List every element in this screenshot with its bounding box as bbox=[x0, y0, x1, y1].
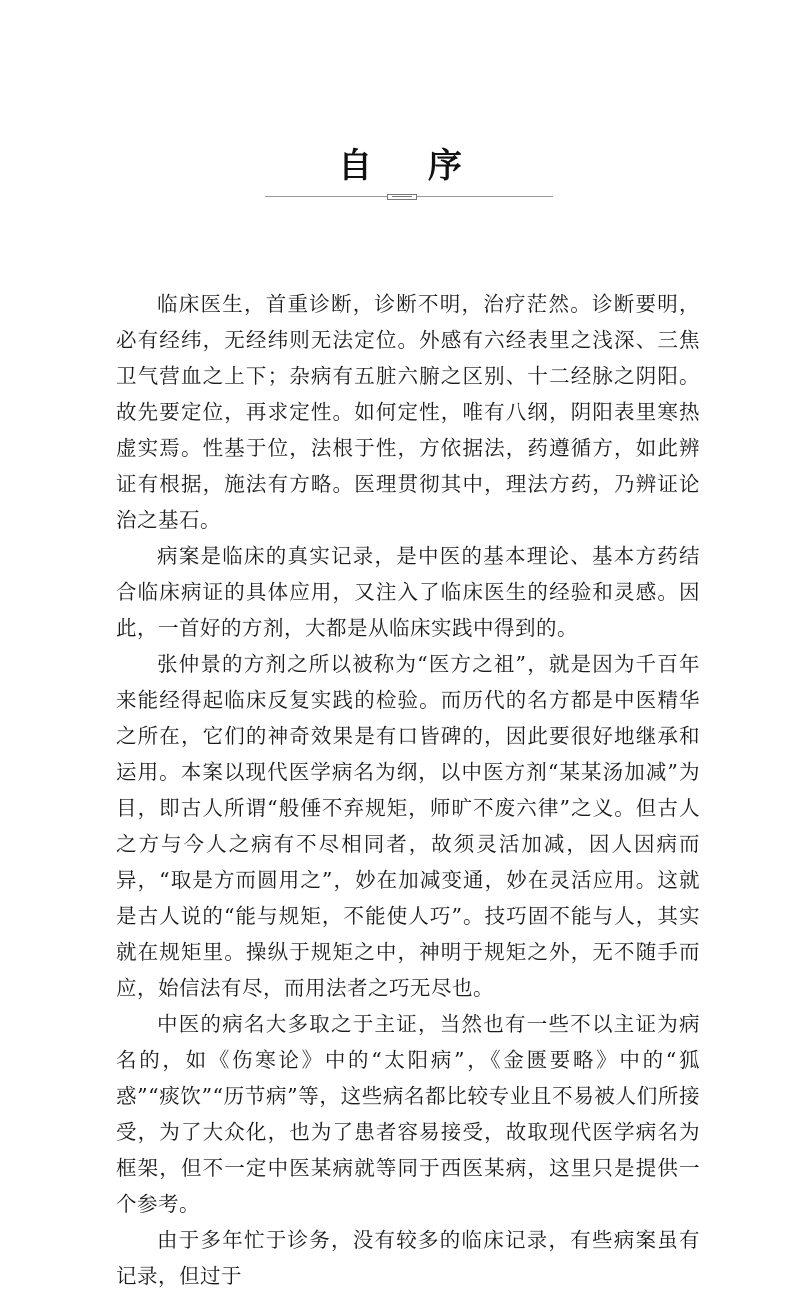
title-divider-ornament-line bbox=[392, 196, 412, 197]
paragraph: 由于多年忙于诊务，没有较多的临床记录，有些病案虽有记录，但过于 bbox=[116, 1228, 700, 1288]
paragraph: 张仲景的方剂之所以被称为“医方之祖”，就是因为千百年来能经得起临床反复实践的检验。而历代的名方都是中医精华之所在，它们的神奇效果是有口皆碑的，因此要很好地继承和运用。本案以现代医学病名为纲，以中医方剂“某某汤加减”为目，即古人所谓“般倕不弃规矩，师旷不废六律”之义。但古人之方与今人之病有不尽相同者，故须灵活加减，因人因病而异，“取是方而圆用之”，妙在加减变通，妙在灵活应用。这就是古人说的“能与规矩，不能使人巧”。技巧固不能与人，其实就在规矩里。操纵于规矩之中，神明于规矩之外，无不随手而应，始信法有尽，而用法者之巧无尽也。 bbox=[116, 652, 700, 1000]
paragraph: 临床医生，首重诊断，诊断不明，治疗茫然。诊断要明，必有经纬，无经纬则无法定位。外感有六经表里之浅深、三焦卫气营血之上下；杂病有五脏六腑之区别、十二经脉之阴阳。故先要定位，再求定性。如何定性，唯有八纲，阴阳表里寒热虚实焉。性基于位，法根于性，方依据法，药遵循方，如此辨证有根据，施法有方略。医理贯彻其中，理法方药，乃辨证论治之基石。 bbox=[116, 292, 700, 532]
paragraph: 中医的病名大多取之于主证，当然也有一些不以主证为病名的，如《伤寒论》中的“太阳病”，《金匮要略》中的“狐惑”“痰饮”“历节病”等，这些病名都比较专业且不易被人们所接受，为了大众化，也为了患者容易接受，故取现代医学病名为框架，但不一定中医某病就等同于西医某病，这里只是提供一个参考。 bbox=[116, 1012, 700, 1216]
paragraph: 病案是临床的真实记录，是中医的基本理论、基本方药结合临床病证的具体应用，又注入了临床医生的经验和灵感。因此，一首好的方剂，大都是从临床实践中得到的。 bbox=[116, 544, 700, 640]
page-title: 自 序 bbox=[338, 146, 484, 186]
preface-body bbox=[116, 286, 700, 1294]
title-divider-ornament bbox=[387, 194, 417, 200]
